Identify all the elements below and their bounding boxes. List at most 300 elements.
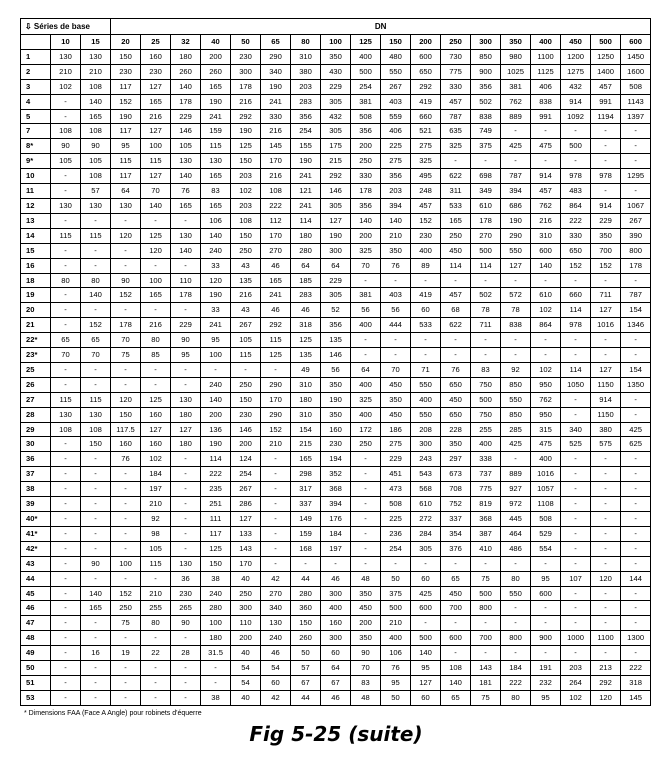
value-cell: - bbox=[441, 616, 471, 631]
value-cell: 1100 bbox=[531, 49, 561, 64]
table-row bbox=[21, 124, 651, 139]
table-row bbox=[21, 154, 651, 169]
value-cell: - bbox=[621, 616, 651, 631]
value-cell: 254 bbox=[351, 79, 381, 94]
value-cell: 125 bbox=[231, 139, 261, 154]
value-cell: 950 bbox=[531, 407, 561, 422]
value-cell: 210 bbox=[141, 586, 171, 601]
value-cell: 102 bbox=[561, 690, 591, 705]
value-cell: 1600 bbox=[621, 64, 651, 79]
value-cell: 60 bbox=[321, 646, 351, 661]
value-cell: 914 bbox=[591, 392, 621, 407]
value-cell: 240 bbox=[201, 586, 231, 601]
value-cell: - bbox=[51, 184, 81, 199]
value-cell: 95 bbox=[171, 348, 201, 363]
value-cell: 112 bbox=[261, 213, 291, 228]
table-row bbox=[21, 213, 651, 228]
value-cell: 200 bbox=[351, 228, 381, 243]
value-cell: 75 bbox=[111, 348, 141, 363]
table-body bbox=[21, 49, 651, 705]
value-cell: - bbox=[171, 541, 201, 556]
series-cell: 28 bbox=[21, 407, 51, 422]
value-cell: 102 bbox=[531, 303, 561, 318]
table-row bbox=[21, 318, 651, 333]
value-cell: 381 bbox=[501, 79, 531, 94]
value-cell: 264 bbox=[561, 675, 591, 690]
value-cell: 80 bbox=[81, 273, 111, 288]
table-row bbox=[21, 541, 651, 556]
value-cell: 140 bbox=[81, 94, 111, 109]
value-cell: 180 bbox=[171, 437, 201, 452]
value-cell: - bbox=[501, 333, 531, 348]
value-cell: - bbox=[51, 213, 81, 228]
value-cell: - bbox=[141, 362, 171, 377]
value-cell: 90 bbox=[171, 333, 201, 348]
value-cell: - bbox=[51, 586, 81, 601]
value-cell: 375 bbox=[381, 586, 411, 601]
table-row bbox=[21, 348, 651, 363]
value-cell: 752 bbox=[441, 497, 471, 512]
value-cell: 140 bbox=[411, 646, 441, 661]
series-header: ⇩ Séries de base bbox=[21, 19, 111, 35]
value-cell: 115 bbox=[231, 348, 261, 363]
value-cell: 108 bbox=[261, 184, 291, 199]
value-cell: 737 bbox=[471, 467, 501, 482]
value-cell: - bbox=[621, 452, 651, 467]
value-cell: 190 bbox=[291, 154, 321, 169]
value-cell: 203 bbox=[231, 169, 261, 184]
value-cell: - bbox=[381, 273, 411, 288]
value-cell: 165 bbox=[81, 601, 111, 616]
value-cell: 135 bbox=[321, 333, 351, 348]
value-cell: 102 bbox=[531, 362, 561, 377]
value-cell: 190 bbox=[111, 109, 141, 124]
value-cell: 533 bbox=[411, 318, 441, 333]
value-cell: 215 bbox=[291, 437, 321, 452]
value-cell: 120 bbox=[591, 690, 621, 705]
value-cell: - bbox=[81, 258, 111, 273]
value-cell: - bbox=[51, 616, 81, 631]
value-cell: 127 bbox=[411, 675, 441, 690]
value-cell: 387 bbox=[471, 526, 501, 541]
value-cell: - bbox=[111, 690, 141, 705]
value-cell: 143 bbox=[471, 661, 501, 676]
series-cell: 18 bbox=[21, 273, 51, 288]
value-cell: 150 bbox=[81, 437, 111, 452]
value-cell: 78 bbox=[501, 303, 531, 318]
value-cell: 70 bbox=[381, 362, 411, 377]
value-cell: 500 bbox=[471, 392, 501, 407]
value-cell: - bbox=[591, 541, 621, 556]
value-cell: 203 bbox=[231, 198, 261, 213]
table-row bbox=[21, 437, 651, 452]
series-cell: 36 bbox=[21, 452, 51, 467]
value-cell: 146 bbox=[321, 348, 351, 363]
value-cell: 115 bbox=[111, 154, 141, 169]
value-cell: 356 bbox=[381, 169, 411, 184]
value-cell: - bbox=[171, 213, 201, 228]
value-cell: - bbox=[81, 571, 111, 586]
value-cell: 203 bbox=[291, 79, 321, 94]
value-cell: 152 bbox=[111, 94, 141, 109]
value-cell: - bbox=[561, 348, 591, 363]
value-cell: 1397 bbox=[621, 109, 651, 124]
value-cell: 1100 bbox=[591, 631, 621, 646]
value-cell: 708 bbox=[441, 482, 471, 497]
value-cell: 700 bbox=[471, 631, 501, 646]
value-cell: - bbox=[621, 586, 651, 601]
value-cell: 108 bbox=[51, 422, 81, 437]
value-cell: - bbox=[351, 348, 381, 363]
value-cell: - bbox=[471, 646, 501, 661]
value-cell: 90 bbox=[81, 556, 111, 571]
value-cell: 292 bbox=[411, 79, 441, 94]
dn-column-header: 250 bbox=[441, 35, 471, 50]
value-cell: 50 bbox=[381, 571, 411, 586]
value-cell: 236 bbox=[381, 526, 411, 541]
value-cell: 108 bbox=[231, 213, 261, 228]
value-cell: 325 bbox=[351, 243, 381, 258]
value-cell: 850 bbox=[501, 377, 531, 392]
value-cell: 76 bbox=[381, 661, 411, 676]
value-cell: - bbox=[81, 675, 111, 690]
value-cell: - bbox=[621, 154, 651, 169]
value-cell: 232 bbox=[531, 675, 561, 690]
table-row bbox=[21, 333, 651, 348]
value-cell: 419 bbox=[411, 288, 441, 303]
value-cell: - bbox=[561, 452, 591, 467]
value-cell: 117 bbox=[111, 169, 141, 184]
value-cell: 251 bbox=[201, 497, 231, 512]
value-cell: 394 bbox=[321, 497, 351, 512]
value-cell: 508 bbox=[621, 79, 651, 94]
value-cell: 110 bbox=[231, 616, 261, 631]
value-cell: 1025 bbox=[501, 64, 531, 79]
value-cell: 457 bbox=[591, 79, 621, 94]
value-cell: 125 bbox=[261, 348, 291, 363]
value-cell: 267 bbox=[231, 482, 261, 497]
value-cell: 190 bbox=[321, 228, 351, 243]
value-cell: 46 bbox=[261, 646, 291, 661]
value-cell: - bbox=[591, 124, 621, 139]
series-cell: 23* bbox=[21, 348, 51, 363]
value-cell: 356 bbox=[321, 318, 351, 333]
table-row bbox=[21, 377, 651, 392]
value-cell: - bbox=[531, 556, 561, 571]
value-cell: 38 bbox=[201, 690, 231, 705]
value-cell: 241 bbox=[261, 288, 291, 303]
value-cell: 406 bbox=[531, 79, 561, 94]
value-cell: 1346 bbox=[621, 318, 651, 333]
value-cell: - bbox=[351, 512, 381, 527]
value-cell: 46 bbox=[261, 258, 291, 273]
value-cell: 130 bbox=[261, 616, 291, 631]
value-cell: 838 bbox=[531, 94, 561, 109]
value-cell: 208 bbox=[411, 422, 441, 437]
value-cell: - bbox=[171, 631, 201, 646]
table-row bbox=[21, 228, 651, 243]
value-cell: 114 bbox=[561, 362, 591, 377]
value-cell: 115 bbox=[51, 228, 81, 243]
value-cell: 750 bbox=[471, 407, 501, 422]
value-cell: - bbox=[81, 526, 111, 541]
value-cell: 673 bbox=[441, 467, 471, 482]
dn-column-header: 100 bbox=[321, 35, 351, 50]
value-cell: 850 bbox=[501, 407, 531, 422]
value-cell: 575 bbox=[591, 437, 621, 452]
value-cell: 450 bbox=[351, 601, 381, 616]
value-cell: 95 bbox=[201, 333, 231, 348]
value-cell: - bbox=[51, 675, 81, 690]
value-cell: - bbox=[531, 333, 561, 348]
value-cell: 229 bbox=[321, 79, 351, 94]
value-cell: 65 bbox=[441, 571, 471, 586]
value-cell: 450 bbox=[381, 377, 411, 392]
value-cell: - bbox=[51, 601, 81, 616]
value-cell: 197 bbox=[321, 541, 351, 556]
value-cell: 350 bbox=[591, 228, 621, 243]
value-cell: - bbox=[81, 616, 111, 631]
value-cell: 125 bbox=[291, 333, 321, 348]
value-cell: - bbox=[51, 243, 81, 258]
value-cell: - bbox=[591, 512, 621, 527]
table-row bbox=[21, 94, 651, 109]
value-cell: 78 bbox=[471, 303, 501, 318]
value-cell: 730 bbox=[441, 49, 471, 64]
value-cell: - bbox=[381, 333, 411, 348]
value-cell: 54 bbox=[261, 661, 291, 676]
value-cell: 125 bbox=[141, 228, 171, 243]
value-cell: - bbox=[531, 124, 561, 139]
value-cell: 40 bbox=[231, 646, 261, 661]
value-cell: 203 bbox=[381, 184, 411, 199]
value-cell: 105 bbox=[141, 541, 171, 556]
value-cell: 457 bbox=[411, 198, 441, 213]
value-cell: - bbox=[81, 512, 111, 527]
value-cell: - bbox=[351, 497, 381, 512]
value-cell: 610 bbox=[471, 198, 501, 213]
value-cell: - bbox=[591, 273, 621, 288]
value-cell: - bbox=[591, 139, 621, 154]
value-cell: 1050 bbox=[561, 377, 591, 392]
value-cell: 70 bbox=[351, 661, 381, 676]
value-cell: 475 bbox=[531, 139, 561, 154]
value-cell: 381 bbox=[351, 288, 381, 303]
value-cell: 120 bbox=[111, 228, 141, 243]
value-cell: 222 bbox=[201, 467, 231, 482]
value-cell: 500 bbox=[561, 139, 591, 154]
value-cell: - bbox=[171, 526, 201, 541]
value-cell: 1450 bbox=[621, 49, 651, 64]
value-cell: - bbox=[531, 601, 561, 616]
value-cell: 711 bbox=[591, 288, 621, 303]
table-row bbox=[21, 512, 651, 527]
value-cell: 150 bbox=[231, 154, 261, 169]
value-cell: 425 bbox=[501, 139, 531, 154]
value-cell: - bbox=[111, 467, 141, 482]
table-row bbox=[21, 690, 651, 705]
value-cell: - bbox=[501, 273, 531, 288]
value-cell: 270 bbox=[261, 586, 291, 601]
value-cell: - bbox=[261, 556, 291, 571]
value-cell: 380 bbox=[291, 64, 321, 79]
value-cell: 290 bbox=[261, 49, 291, 64]
value-cell: 36 bbox=[171, 571, 201, 586]
value-cell: 216 bbox=[261, 169, 291, 184]
value-cell: 625 bbox=[621, 437, 651, 452]
value-cell: 143 bbox=[231, 541, 261, 556]
value-cell: 90 bbox=[351, 646, 381, 661]
value-cell: - bbox=[51, 437, 81, 452]
value-cell: 381 bbox=[351, 94, 381, 109]
value-cell: 111 bbox=[201, 512, 231, 527]
value-cell: 42 bbox=[261, 571, 291, 586]
value-cell: 100 bbox=[201, 348, 231, 363]
value-cell: 120 bbox=[591, 571, 621, 586]
value-cell: 90 bbox=[51, 139, 81, 154]
value-cell: 46 bbox=[261, 303, 291, 318]
value-cell: 500 bbox=[351, 64, 381, 79]
dn-column-header: 40 bbox=[201, 35, 231, 50]
value-cell: - bbox=[111, 303, 141, 318]
value-cell: 450 bbox=[381, 407, 411, 422]
value-cell: 450 bbox=[441, 243, 471, 258]
value-cell: 305 bbox=[321, 198, 351, 213]
value-cell: 127 bbox=[501, 258, 531, 273]
value-cell: 243 bbox=[411, 452, 441, 467]
table-row bbox=[21, 661, 651, 676]
value-cell: 338 bbox=[471, 452, 501, 467]
value-cell: 410 bbox=[471, 541, 501, 556]
value-cell: 95 bbox=[381, 675, 411, 690]
value-cell: 775 bbox=[441, 64, 471, 79]
value-cell: 159 bbox=[291, 526, 321, 541]
value-cell: - bbox=[561, 601, 591, 616]
value-cell: 80 bbox=[141, 616, 171, 631]
value-cell: 260 bbox=[171, 64, 201, 79]
value-cell: 430 bbox=[321, 64, 351, 79]
value-cell: 170 bbox=[231, 556, 261, 571]
value-cell: 170 bbox=[261, 228, 291, 243]
value-cell: - bbox=[111, 661, 141, 676]
series-cell: 9* bbox=[21, 154, 51, 169]
value-cell: 425 bbox=[411, 586, 441, 601]
value-cell: - bbox=[261, 541, 291, 556]
value-cell: 64 bbox=[291, 258, 321, 273]
value-cell: 194 bbox=[321, 452, 351, 467]
value-cell: 280 bbox=[291, 586, 321, 601]
value-cell: - bbox=[171, 497, 201, 512]
value-cell: 130 bbox=[171, 556, 201, 571]
value-cell: 292 bbox=[231, 109, 261, 124]
value-cell: 117 bbox=[111, 79, 141, 94]
value-cell: 889 bbox=[501, 467, 531, 482]
value-cell: 184 bbox=[141, 467, 171, 482]
value-cell: 350 bbox=[321, 407, 351, 422]
value-cell: - bbox=[411, 348, 441, 363]
value-cell: 135 bbox=[231, 273, 261, 288]
table-row bbox=[21, 258, 651, 273]
value-cell: 1250 bbox=[591, 49, 621, 64]
series-cell: 44 bbox=[21, 571, 51, 586]
value-cell: 80 bbox=[51, 273, 81, 288]
value-cell: 114 bbox=[561, 303, 591, 318]
value-cell: - bbox=[591, 348, 621, 363]
value-cell: 90 bbox=[111, 273, 141, 288]
value-cell: 127 bbox=[591, 303, 621, 318]
table-row bbox=[21, 631, 651, 646]
value-cell: 480 bbox=[381, 49, 411, 64]
value-cell: 108 bbox=[81, 422, 111, 437]
value-cell: 57 bbox=[81, 184, 111, 199]
value-cell: 927 bbox=[501, 482, 531, 497]
value-cell: 800 bbox=[501, 631, 531, 646]
value-cell: - bbox=[621, 541, 651, 556]
value-cell: - bbox=[111, 362, 141, 377]
value-cell: 229 bbox=[381, 452, 411, 467]
value-cell: - bbox=[51, 482, 81, 497]
value-cell: 600 bbox=[531, 243, 561, 258]
value-cell: - bbox=[621, 139, 651, 154]
value-cell: 216 bbox=[261, 124, 291, 139]
value-cell: 146 bbox=[171, 124, 201, 139]
value-cell: 600 bbox=[441, 631, 471, 646]
value-cell: 991 bbox=[591, 94, 621, 109]
value-cell: - bbox=[51, 571, 81, 586]
value-cell: 140 bbox=[171, 169, 201, 184]
value-cell: 819 bbox=[471, 497, 501, 512]
value-cell: 330 bbox=[351, 169, 381, 184]
value-cell: 150 bbox=[111, 407, 141, 422]
value-cell: 178 bbox=[171, 288, 201, 303]
series-cell: 21 bbox=[21, 318, 51, 333]
table-row bbox=[21, 109, 651, 124]
value-cell: 508 bbox=[351, 109, 381, 124]
value-cell: - bbox=[171, 661, 201, 676]
value-cell: 229 bbox=[321, 273, 351, 288]
value-cell: - bbox=[441, 154, 471, 169]
table-row bbox=[21, 407, 651, 422]
value-cell: 95 bbox=[531, 690, 561, 705]
value-cell: 914 bbox=[561, 94, 591, 109]
value-cell: 284 bbox=[411, 526, 441, 541]
value-cell: 318 bbox=[291, 318, 321, 333]
value-cell: 229 bbox=[171, 318, 201, 333]
value-cell: 300 bbox=[321, 243, 351, 258]
value-cell: 130 bbox=[81, 198, 111, 213]
value-cell: 650 bbox=[411, 64, 441, 79]
value-cell: 200 bbox=[201, 407, 231, 422]
value-cell: 76 bbox=[171, 184, 201, 199]
value-cell: - bbox=[81, 497, 111, 512]
value-cell: 216 bbox=[231, 94, 261, 109]
value-cell: 114 bbox=[201, 452, 231, 467]
table-row bbox=[21, 139, 651, 154]
value-cell: 914 bbox=[531, 169, 561, 184]
value-cell: 180 bbox=[201, 631, 231, 646]
table-row bbox=[21, 616, 651, 631]
value-cell: - bbox=[111, 675, 141, 690]
value-cell: 100 bbox=[141, 139, 171, 154]
value-cell: 178 bbox=[231, 79, 261, 94]
value-cell: 216 bbox=[231, 288, 261, 303]
value-cell: 89 bbox=[411, 258, 441, 273]
value-cell: 368 bbox=[321, 482, 351, 497]
table-row bbox=[21, 467, 651, 482]
value-cell: - bbox=[441, 333, 471, 348]
value-cell: 190 bbox=[231, 124, 261, 139]
value-cell: 317 bbox=[291, 482, 321, 497]
